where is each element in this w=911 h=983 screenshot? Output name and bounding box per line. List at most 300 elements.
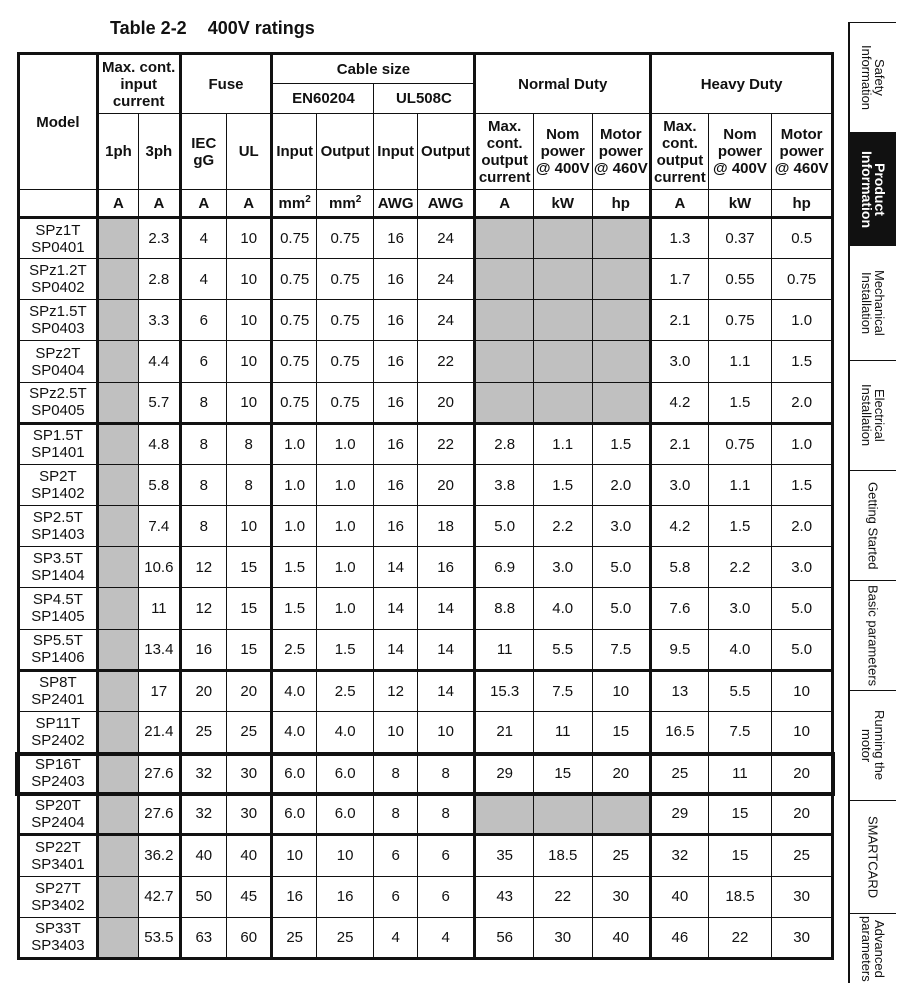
- cell-en-out: 0.75: [316, 300, 374, 341]
- cell-nd-hp: 40: [592, 917, 651, 958]
- model-line: SP16T: [34, 756, 81, 774]
- cell-iec: 12: [180, 547, 226, 588]
- table-row: [19, 259, 833, 300]
- cell-nd-a: 29: [475, 753, 534, 794]
- cell-nd-kw: 1.1: [533, 423, 592, 464]
- unit-1ph: A: [97, 190, 138, 218]
- cell-hd-a: 3.0: [651, 464, 709, 505]
- cell-ph1: [97, 547, 138, 588]
- cell-nd-hp: 10: [592, 670, 651, 711]
- unit-iec: A: [180, 190, 226, 218]
- model-line: SP1402: [31, 485, 85, 503]
- table-row: [19, 876, 833, 917]
- cell-nd-a: 21: [475, 711, 534, 752]
- cell-ph1: [97, 300, 138, 341]
- cell-ul: 8: [227, 423, 272, 464]
- cell-nd-kw: 22: [533, 876, 592, 917]
- cell-ph1: [97, 794, 138, 835]
- cell-en-in: 4.0: [272, 670, 316, 711]
- cell-hd-hp: 3.0: [772, 547, 833, 588]
- cell-ph1: [97, 506, 138, 547]
- cell-ph3: 7.4: [139, 506, 180, 547]
- cell-hd-hp: 10: [772, 711, 833, 752]
- cell-hd-hp: 5.0: [772, 629, 833, 670]
- model-line: SP2402: [31, 731, 85, 749]
- model-line: SP2.5T: [32, 509, 83, 527]
- cell-ul-out: 6: [417, 835, 475, 876]
- table-row: [19, 917, 833, 958]
- cell-ph1: [97, 218, 138, 259]
- sidebar-tab-label: Advanced parameters: [859, 915, 887, 982]
- cell-hd-hp: 1.5: [772, 341, 833, 382]
- cell-ul: 40: [227, 835, 272, 876]
- cell-ul: 10: [227, 300, 272, 341]
- cell-en-in: 25: [272, 917, 316, 958]
- unit-en-output: $mm^2$: [316, 190, 374, 218]
- cell-ul-in: 16: [374, 382, 417, 423]
- cell-en-out: 0.75: [316, 218, 374, 259]
- cell-ph3: 11: [139, 588, 180, 629]
- cell-ph3: 53.5: [139, 917, 180, 958]
- ratings-table: [17, 52, 834, 960]
- unit-nd-kw: kW: [533, 190, 592, 218]
- cell-en-out: 1.0: [316, 423, 374, 464]
- cell-nd-kw: [533, 259, 592, 300]
- model-line: SP33T: [34, 920, 81, 938]
- unit-nd-hp: hp: [592, 190, 651, 218]
- cell-model: [19, 588, 98, 629]
- header-ul-output: Output: [417, 114, 475, 190]
- cell-ul: 45: [227, 876, 272, 917]
- sidebar-tab[interactable]: [850, 913, 896, 983]
- table-row: [19, 300, 833, 341]
- cell-hd-a: 46: [651, 917, 709, 958]
- cell-ph3: 27.6: [139, 753, 180, 794]
- cell-hd-kw: 1.1: [708, 341, 772, 382]
- cell-en-out: 4.0: [316, 711, 374, 752]
- cell-nd-a: 15.3: [475, 670, 534, 711]
- cell-nd-hp: 2.0: [592, 464, 651, 505]
- cell-hd-kw: 22: [708, 917, 772, 958]
- cell-iec: 8: [180, 382, 226, 423]
- cell-ul-out: 14: [417, 670, 475, 711]
- sidebar-tab[interactable]: [850, 690, 896, 800]
- cell-hd-a: 9.5: [651, 629, 709, 670]
- cell-ul-in: 16: [374, 423, 417, 464]
- model-line: SP1405: [31, 608, 85, 626]
- cell-ul-out: 24: [417, 218, 475, 259]
- cell-model: [19, 917, 98, 958]
- cell-nd-hp: 5.0: [592, 588, 651, 629]
- cell-ph3: 36.2: [139, 835, 180, 876]
- cell-hd-hp: 0.5: [772, 218, 833, 259]
- cell-hd-a: 13: [651, 670, 709, 711]
- header-cable-size: Cable size: [272, 54, 475, 84]
- cell-hd-a: 2.1: [651, 423, 709, 464]
- cell-nd-a: [475, 341, 534, 382]
- cell-hd-a: 16.5: [651, 711, 709, 752]
- cell-iec: 12: [180, 588, 226, 629]
- cell-nd-kw: [533, 218, 592, 259]
- cell-nd-hp: 25: [592, 835, 651, 876]
- cell-hd-kw: 5.5: [708, 670, 772, 711]
- units-model-blank: [19, 190, 98, 218]
- cell-hd-a: 5.8: [651, 547, 709, 588]
- model-line: SP4.5T: [32, 591, 83, 609]
- cell-ul-in: 16: [374, 259, 417, 300]
- cell-hd-kw: 1.5: [708, 382, 772, 423]
- model-line: SP3.5T: [32, 550, 83, 568]
- unit-ul-output: AWG: [417, 190, 475, 218]
- cell-iec: 32: [180, 794, 226, 835]
- cell-model: [19, 711, 98, 752]
- cell-hd-hp: 20: [772, 794, 833, 835]
- model-line: SP1406: [31, 649, 85, 667]
- cell-iec: 8: [180, 423, 226, 464]
- cell-ul: 60: [227, 917, 272, 958]
- cell-hd-hp: 2.0: [772, 382, 833, 423]
- header-iec-gg: IEC gG: [180, 114, 226, 190]
- unit-nd-a: A: [475, 190, 534, 218]
- header-max-input: Max. cont. input current: [97, 54, 180, 114]
- cell-en-in: 4.0: [272, 711, 316, 752]
- cell-hd-a: 25: [651, 753, 709, 794]
- cell-ph3: 3.3: [139, 300, 180, 341]
- unit-hd-kw: kW: [708, 190, 772, 218]
- cell-nd-kw: 3.0: [533, 547, 592, 588]
- cell-ul-out: 20: [417, 382, 475, 423]
- cell-ul-out: 8: [417, 794, 475, 835]
- cell-en-in: 1.0: [272, 464, 316, 505]
- cell-iec: 63: [180, 917, 226, 958]
- cell-nd-kw: 1.5: [533, 464, 592, 505]
- model-line: SP8T: [39, 674, 77, 692]
- cell-hd-hp: 20: [772, 753, 833, 794]
- cell-nd-kw: 4.0: [533, 588, 592, 629]
- model-line: SP20T: [34, 796, 81, 814]
- sidebar-tab[interactable]: [850, 470, 896, 580]
- model-line: SP1404: [31, 567, 85, 585]
- sidebar-tab-label: Mechanical Installation: [859, 270, 887, 336]
- cell-hd-hp: 30: [772, 917, 833, 958]
- cell-en-in: 1.0: [272, 423, 316, 464]
- header-en-input: Input: [272, 114, 316, 190]
- cell-en-in: 10: [272, 835, 316, 876]
- cell-model: [19, 464, 98, 505]
- cell-hd-hp: 1.0: [772, 300, 833, 341]
- cell-hd-a: 1.7: [651, 259, 709, 300]
- header-3ph: 3ph: [139, 114, 180, 190]
- cell-nd-hp: 3.0: [592, 506, 651, 547]
- cell-nd-hp: [592, 794, 651, 835]
- unit-hd-a: A: [651, 190, 709, 218]
- cell-nd-a: 6.9: [475, 547, 534, 588]
- cell-ul: 20: [227, 670, 272, 711]
- cell-model: [19, 259, 98, 300]
- cell-ul-in: 14: [374, 547, 417, 588]
- model-line: SPz2.5T: [29, 385, 87, 403]
- cell-en-in: 0.75: [272, 300, 316, 341]
- cell-en-in: 1.0: [272, 506, 316, 547]
- sidebar-tab[interactable]: [850, 245, 896, 360]
- table-row: [19, 835, 833, 876]
- cell-ul: 10: [227, 259, 272, 300]
- model-line: SP1401: [31, 444, 85, 462]
- cell-hd-kw: 15: [708, 835, 772, 876]
- cell-iec: 8: [180, 506, 226, 547]
- cell-en-out: 1.0: [316, 506, 374, 547]
- cell-nd-a: [475, 259, 534, 300]
- cell-ph1: [97, 464, 138, 505]
- cell-nd-a: [475, 300, 534, 341]
- cell-en-out: 0.75: [316, 259, 374, 300]
- section-tabs: [848, 22, 896, 983]
- cell-hd-kw: 18.5: [708, 876, 772, 917]
- cell-ul-in: 16: [374, 218, 417, 259]
- cell-hd-kw: 1.5: [708, 506, 772, 547]
- cell-nd-kw: [533, 300, 592, 341]
- cell-ul-in: 14: [374, 629, 417, 670]
- cell-hd-a: 4.2: [651, 506, 709, 547]
- cell-ul: 30: [227, 753, 272, 794]
- cell-en-out: 6.0: [316, 753, 374, 794]
- model-line: SP2404: [31, 813, 85, 831]
- cell-nd-kw: 2.2: [533, 506, 592, 547]
- cell-iec: 8: [180, 464, 226, 505]
- cell-nd-a: 35: [475, 835, 534, 876]
- cell-nd-kw: [533, 794, 592, 835]
- cell-iec: 40: [180, 835, 226, 876]
- cell-ul-in: 16: [374, 341, 417, 382]
- cell-en-out: 1.0: [316, 588, 374, 629]
- cell-ph1: [97, 423, 138, 464]
- header-ul508c: UL508C: [374, 84, 475, 114]
- model-line: SP0405: [31, 402, 85, 420]
- cell-en-in: 1.5: [272, 547, 316, 588]
- cell-ul: 10: [227, 506, 272, 547]
- header-normal-duty: Normal Duty: [475, 54, 651, 114]
- cell-ul: 25: [227, 711, 272, 752]
- model-line: SP5.5T: [32, 632, 83, 650]
- cell-model: [19, 341, 98, 382]
- cell-ul-in: 16: [374, 506, 417, 547]
- cell-iec: 50: [180, 876, 226, 917]
- cell-hd-kw: 0.75: [708, 423, 772, 464]
- cell-iec: 25: [180, 711, 226, 752]
- model-line: SP22T: [34, 838, 81, 856]
- cell-hd-a: 40: [651, 876, 709, 917]
- cell-hd-a: 4.2: [651, 382, 709, 423]
- cell-ph3: 2.3: [139, 218, 180, 259]
- sidebar-tab[interactable]: [850, 360, 896, 470]
- cell-nd-a: [475, 218, 534, 259]
- model-line: SP1.5T: [32, 427, 83, 445]
- cell-ul: 10: [227, 341, 272, 382]
- model-line: SPz2T: [35, 344, 81, 362]
- cell-ul-out: 20: [417, 464, 475, 505]
- cell-iec: 6: [180, 300, 226, 341]
- cell-nd-a: [475, 382, 534, 423]
- cell-nd-hp: [592, 218, 651, 259]
- cell-ul-in: 16: [374, 300, 417, 341]
- model-line: SP2403: [31, 773, 85, 791]
- model-line: SP0403: [31, 320, 85, 338]
- cell-nd-a: 11: [475, 629, 534, 670]
- cell-nd-kw: 7.5: [533, 670, 592, 711]
- cell-ul-out: 22: [417, 341, 475, 382]
- cell-model: [19, 506, 98, 547]
- table-row: [19, 711, 833, 752]
- cell-ul-out: 22: [417, 423, 475, 464]
- model-line: SP11T: [35, 714, 81, 732]
- table-row: [19, 547, 833, 588]
- table-number: Table 2-2: [110, 18, 187, 38]
- cell-ul-out: 18: [417, 506, 475, 547]
- cell-ul-in: 4: [374, 917, 417, 958]
- cell-ul-in: 10: [374, 711, 417, 752]
- cell-ph1: [97, 259, 138, 300]
- cell-hd-kw: 2.2: [708, 547, 772, 588]
- cell-ph3: 4.4: [139, 341, 180, 382]
- header-nd-max-output: Max. cont. output current: [475, 114, 534, 190]
- header-nd-motor-power: Motor power @ 460V: [592, 114, 651, 190]
- table-row: [19, 794, 833, 835]
- cell-ph3: 2.8: [139, 259, 180, 300]
- cell-en-out: 10: [316, 835, 374, 876]
- unit-hd-hp: hp: [772, 190, 833, 218]
- cell-ph1: [97, 917, 138, 958]
- cell-hd-hp: 1.0: [772, 423, 833, 464]
- cell-iec: 20: [180, 670, 226, 711]
- cell-nd-a: 56: [475, 917, 534, 958]
- cell-en-out: 1.0: [316, 464, 374, 505]
- header-fuse: Fuse: [180, 54, 272, 114]
- cell-model: [19, 794, 98, 835]
- cell-model: [19, 670, 98, 711]
- cell-ul-out: 4: [417, 917, 475, 958]
- cell-ul-in: 14: [374, 588, 417, 629]
- model-line: SP3403: [31, 937, 85, 955]
- cell-en-out: 0.75: [316, 341, 374, 382]
- cell-nd-hp: [592, 259, 651, 300]
- header-1ph: 1ph: [97, 114, 138, 190]
- cell-iec: 6: [180, 341, 226, 382]
- sidebar-tab[interactable]: [850, 132, 896, 245]
- cell-ul-out: 14: [417, 629, 475, 670]
- cell-ph3: 13.4: [139, 629, 180, 670]
- table-row: [19, 423, 833, 464]
- table-row: [19, 506, 833, 547]
- cell-ph1: [97, 670, 138, 711]
- cell-en-in: 0.75: [272, 259, 316, 300]
- cell-ph1: [97, 341, 138, 382]
- cell-en-in: 6.0: [272, 794, 316, 835]
- cell-en-out: 25: [316, 917, 374, 958]
- table-row: [19, 341, 833, 382]
- cell-model: [19, 629, 98, 670]
- cell-nd-a: 43: [475, 876, 534, 917]
- cell-ul-out: 24: [417, 259, 475, 300]
- cell-nd-kw: 15: [533, 753, 592, 794]
- cell-en-in: 1.5: [272, 588, 316, 629]
- cell-nd-hp: 20: [592, 753, 651, 794]
- cell-ul: 8: [227, 464, 272, 505]
- model-line: SP2T: [39, 468, 77, 486]
- cell-iec: 32: [180, 753, 226, 794]
- header-heavy-duty: Heavy Duty: [651, 54, 833, 114]
- cell-ph1: [97, 382, 138, 423]
- cell-ul-out: 14: [417, 588, 475, 629]
- ratings-body: [19, 218, 833, 959]
- cell-ph1: [97, 588, 138, 629]
- model-line: SP0404: [31, 361, 85, 379]
- cell-en-out: 1.5: [316, 629, 374, 670]
- cell-ph1: [97, 629, 138, 670]
- cell-nd-hp: 1.5: [592, 423, 651, 464]
- cell-hd-a: 2.1: [651, 300, 709, 341]
- cell-nd-kw: 5.5: [533, 629, 592, 670]
- cell-nd-a: 8.8: [475, 588, 534, 629]
- cell-nd-hp: 7.5: [592, 629, 651, 670]
- cell-en-in: 2.5: [272, 629, 316, 670]
- cell-ph1: [97, 876, 138, 917]
- cell-hd-hp: 2.0: [772, 506, 833, 547]
- cell-nd-kw: 11: [533, 711, 592, 752]
- cell-nd-hp: 30: [592, 876, 651, 917]
- cell-ul-in: 6: [374, 876, 417, 917]
- header-model: Model: [19, 54, 98, 190]
- cell-hd-kw: 11: [708, 753, 772, 794]
- header-ul-input: Input: [374, 114, 417, 190]
- cell-ph3: 21.4: [139, 711, 180, 752]
- sidebar-tab[interactable]: [850, 580, 896, 690]
- cell-hd-a: 32: [651, 835, 709, 876]
- cell-hd-hp: 30: [772, 876, 833, 917]
- cell-nd-a: 2.8: [475, 423, 534, 464]
- cell-ph3: 27.6: [139, 794, 180, 835]
- cell-hd-kw: 0.37: [708, 218, 772, 259]
- sidebar-tab[interactable]: [850, 22, 896, 132]
- unit-3ph: A: [139, 190, 180, 218]
- cell-hd-hp: 1.5: [772, 464, 833, 505]
- table-row: [19, 629, 833, 670]
- cell-en-in: 0.75: [272, 218, 316, 259]
- table-row: [19, 588, 833, 629]
- cell-ph3: 17: [139, 670, 180, 711]
- cell-ul: 30: [227, 794, 272, 835]
- cell-ul-out: 10: [417, 711, 475, 752]
- cell-hd-hp: 10: [772, 670, 833, 711]
- table-title: [110, 18, 315, 39]
- cell-ph3: 5.7: [139, 382, 180, 423]
- cell-nd-hp: [592, 300, 651, 341]
- model-line: SP27T: [34, 879, 81, 897]
- cell-nd-a: 5.0: [475, 506, 534, 547]
- cell-model: [19, 382, 98, 423]
- sidebar-tab[interactable]: [850, 800, 896, 913]
- sidebar-tab-label: Basic parameters: [865, 584, 881, 687]
- cell-ph3: 4.8: [139, 423, 180, 464]
- header-nd-nom-power: Nom power @ 400V: [533, 114, 592, 190]
- cell-nd-a: [475, 794, 534, 835]
- model-line: SP3401: [31, 855, 85, 873]
- cell-nd-hp: 5.0: [592, 547, 651, 588]
- cell-ul-out: 6: [417, 876, 475, 917]
- header-hd-nom-power: Nom power @ 400V: [708, 114, 772, 190]
- cell-en-out: 1.0: [316, 547, 374, 588]
- cell-hd-kw: 15: [708, 794, 772, 835]
- cell-hd-a: 3.0: [651, 341, 709, 382]
